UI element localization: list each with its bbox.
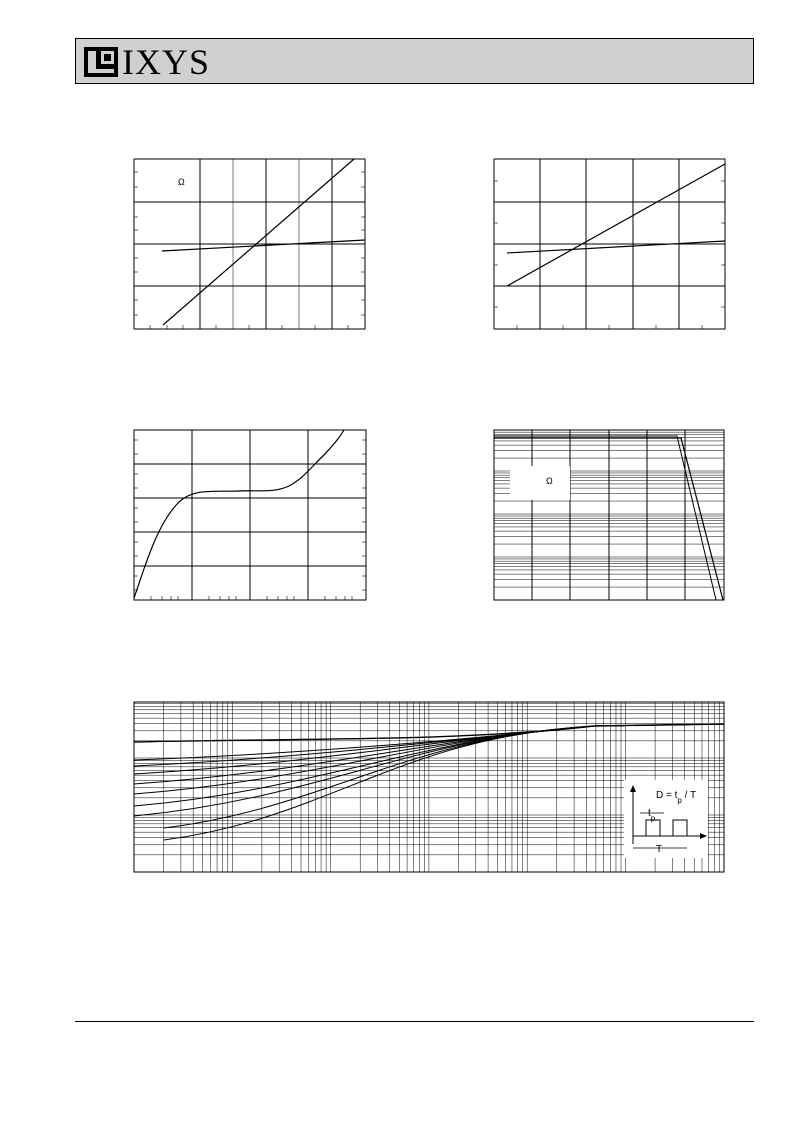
figure-5 <box>134 702 724 872</box>
fig1-curve-flat <box>162 240 365 251</box>
ixys-logo <box>84 42 211 82</box>
figure-2 <box>494 159 725 329</box>
ixys-logo-mark <box>84 47 118 77</box>
figure-3 <box>134 430 366 600</box>
figure-4 <box>494 430 724 600</box>
fig3-curve <box>134 430 344 598</box>
fig5-duty-inset <box>624 780 708 858</box>
fig4-major-gridlines <box>532 430 685 600</box>
fig4-unit-symbol: Ω <box>546 476 553 486</box>
fig5-duty-label: $D = t_p / T$ <box>656 790 697 805</box>
fig4-legend-box <box>510 466 570 500</box>
logo-text: IXYS <box>122 42 211 82</box>
fig2-gridlines <box>494 159 725 329</box>
fig1-unit-symbol: Ω <box>178 177 185 187</box>
footer-rule <box>75 1021 754 1022</box>
fig1-gridlines <box>134 159 365 329</box>
fig2-ticks <box>494 181 725 329</box>
figure-1 <box>134 159 365 329</box>
fig5-period-label: T <box>656 844 663 855</box>
fig5-tp-label: $t_p$ <box>648 808 656 823</box>
header-bar <box>75 38 754 84</box>
